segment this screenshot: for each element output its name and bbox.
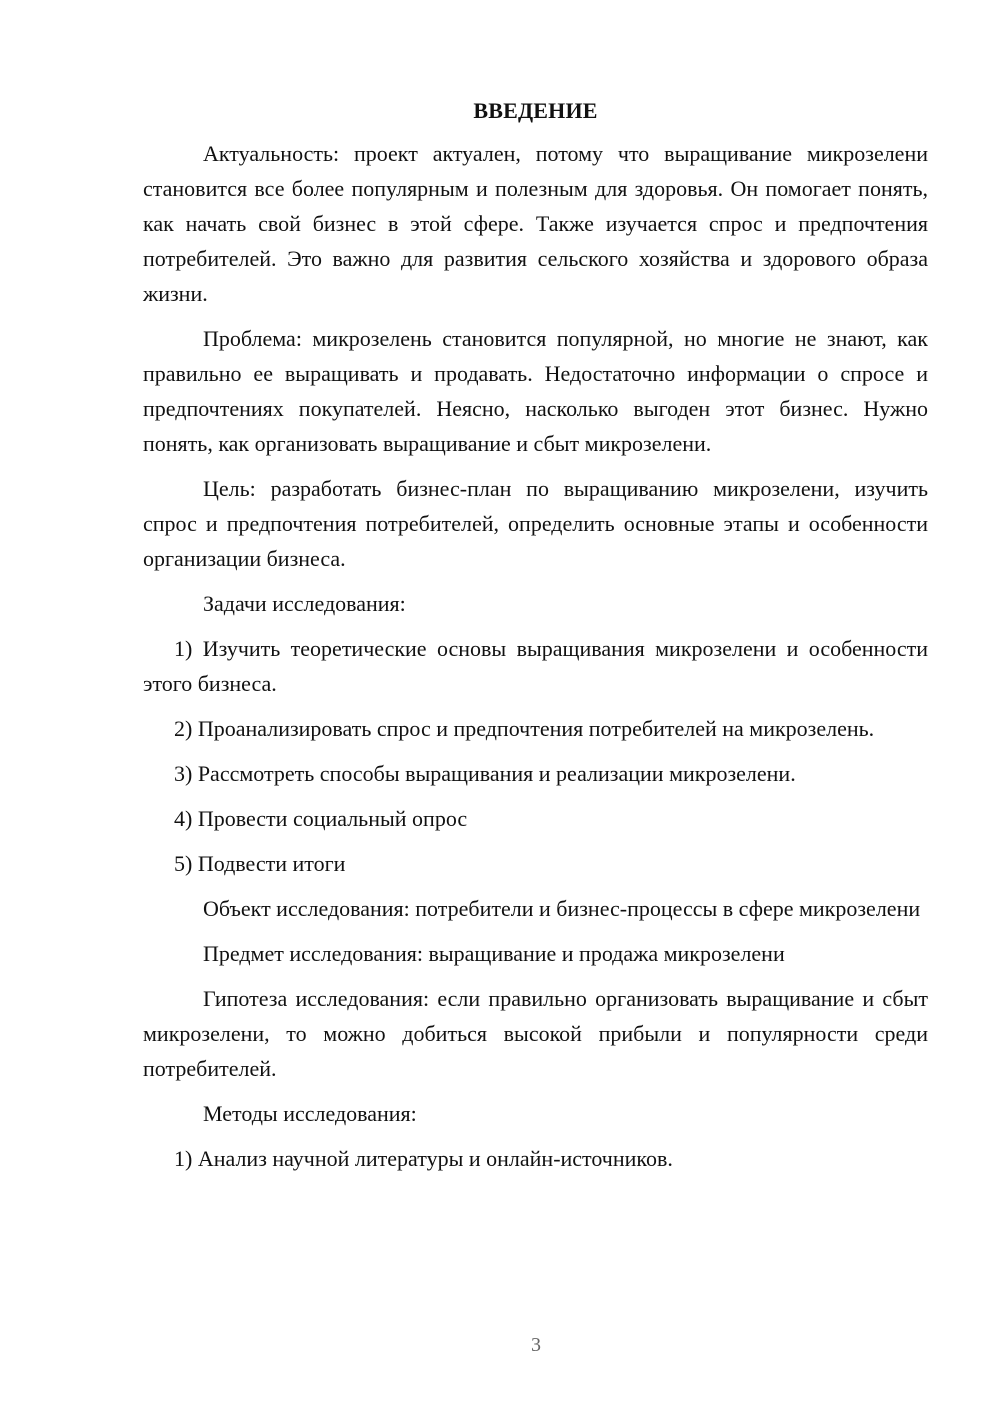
problem-paragraph: Проблема: микрозелень становится популярной, но многие не знают, как правильно ее выращивать и продавать. Недостаточно информации о спросе и предпочтениях покупателей. Неясно, насколько выгоден этот бизнес. Нужно понять, как организовать выращивание и сбыт микрозелени. <box>143 326 928 456</box>
task-item-5: 5) Подвести итоги <box>174 851 346 876</box>
tasks-heading: Задачи исследования: <box>203 591 406 616</box>
page-content <box>143 96 928 1186</box>
task-item-3: 3) Рассмотреть способы выращивания и реализации микрозелени. <box>174 761 796 786</box>
methods-heading: Методы исследования: <box>203 1101 417 1126</box>
hypothesis-paragraph: Гипотеза исследования: если правильно организовать выращивание и сбыт микрозелени, то можно добиться высокой прибыли и популярности среди потребителей. <box>143 986 928 1081</box>
section-title: ВВЕДЕНИЕ <box>473 98 598 123</box>
page-number: 3 <box>531 1334 541 1356</box>
method-item-1: 1) Анализ научной литературы и онлайн-источников. <box>174 1146 673 1171</box>
task-item-2: 2) Проанализировать спрос и предпочтения потребителей на микрозелень. <box>174 716 875 741</box>
object-paragraph: Объект исследования: потребители и бизнес-процессы в сфере микрозелени <box>203 896 921 921</box>
subject-paragraph: Предмет исследования: выращивание и продажа микрозелени <box>203 941 785 966</box>
task-item-1: 1) Изучить теоретические основы выращивания микрозелени и особенности этого бизнеса. <box>143 636 928 696</box>
relevance-paragraph: Актуальность: проект актуален, потому что выращивание микрозелени становится все более популярным и полезным для здоровья. Он помогает понять, как начать свой бизнес в этой сфере. Также изучается спрос и предпочтения потребителей. Это важно для развития сельского хозяйства и здорового образа жизни. <box>143 141 928 306</box>
goal-paragraph: Цель: разработать бизнес-план по выращиванию микрозелени, изучить спрос и предпочтения потребителей, определить основные этапы и особенности организации бизнеса. <box>143 476 928 571</box>
task-item-4: 4) Провести социальный опрос <box>174 806 468 831</box>
